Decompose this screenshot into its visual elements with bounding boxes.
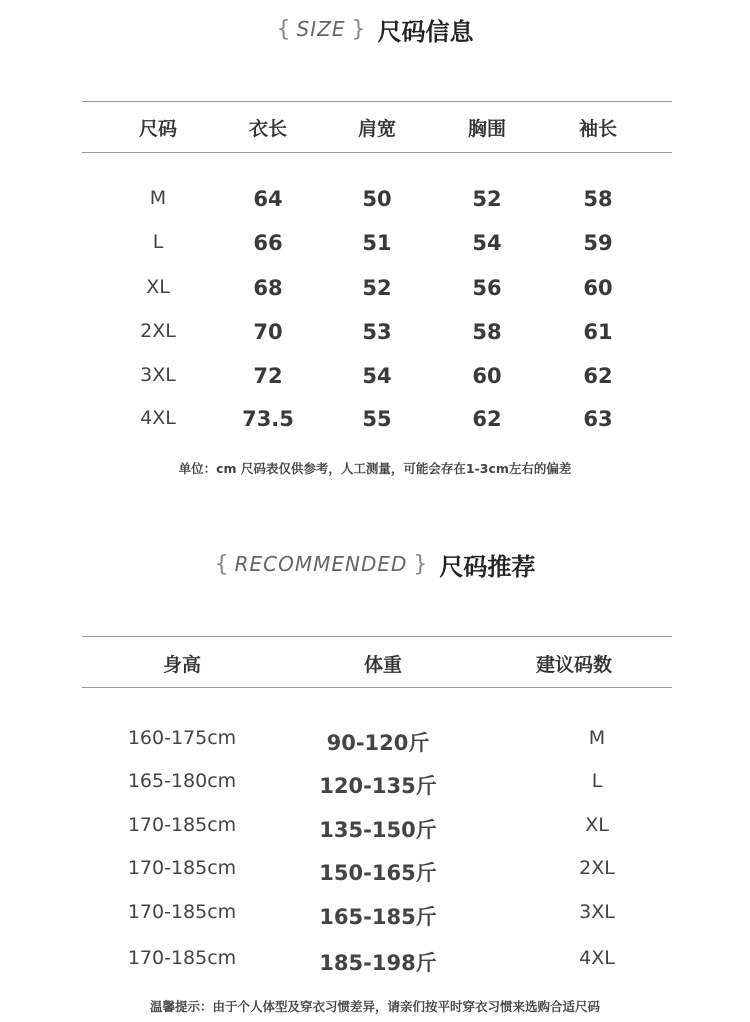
measurement-cell: 61 <box>583 320 613 344</box>
measurement-cell: 59 <box>583 231 613 255</box>
measurement-cell: 70 <box>253 320 283 344</box>
size-col-header: 尺码 <box>138 118 177 140</box>
recommend-col-header: 身高 <box>162 654 201 676</box>
measurement-cell: 68 <box>253 276 283 300</box>
recommend-col-header: 建议码数 <box>535 654 612 676</box>
height-cell: 170-185cm <box>127 901 237 923</box>
measurement-cell: 51 <box>362 231 392 255</box>
weight-cell: 165-185斤 <box>319 905 437 929</box>
height-cell: 170-185cm <box>127 947 237 969</box>
measurement-cell: 72 <box>253 364 283 388</box>
height-cell: 170-185cm <box>127 814 237 836</box>
right-brace: } <box>351 16 366 42</box>
weight-cell: 185-198斤 <box>319 951 437 975</box>
recommend-title-en: RECOMMENDED <box>234 552 408 576</box>
suggested-size-cell: 4XL <box>579 947 615 969</box>
measurement-cell: 62 <box>583 364 613 388</box>
measurement-cell: 73.5 <box>242 407 294 431</box>
measurement-cell: 60 <box>583 276 613 300</box>
size-header-top-rule <box>82 101 672 102</box>
weight-cell: 90-120斤 <box>326 731 430 755</box>
measurement-cell: 58 <box>472 320 502 344</box>
measurement-cell: 64 <box>253 187 283 211</box>
measurement-cell: 58 <box>583 187 613 211</box>
measurement-cell: 54 <box>472 231 502 255</box>
size-label-cell: 2XL <box>140 320 176 342</box>
left-brace: { <box>214 551 229 577</box>
recommend-col-header: 体重 <box>363 654 402 676</box>
suggested-size-cell: L <box>591 770 603 792</box>
size-header-bottom-rule <box>82 152 672 153</box>
recommend-title-zh: 尺码推荐 <box>439 552 536 581</box>
measurement-cell: 55 <box>362 407 392 431</box>
measurement-cell: 63 <box>583 407 613 431</box>
height-cell: 160-175cm <box>127 727 237 749</box>
size-label-cell: 4XL <box>140 407 176 429</box>
recommend-header-top-rule <box>82 636 672 637</box>
recommend-section-heading <box>0 547 750 581</box>
measurement-cell: 62 <box>472 407 502 431</box>
size-col-header: 肩宽 <box>357 118 396 140</box>
height-cell: 165-180cm <box>127 770 237 792</box>
size-note: 单位：cm 尺码表仅供参考，人工测量，可能会存在1-3cm左右的偏差 <box>178 461 572 476</box>
size-label-cell: 3XL <box>140 364 176 386</box>
size-col-header: 袖长 <box>578 118 617 140</box>
measurement-cell: 50 <box>362 187 392 211</box>
size-col-header: 胸围 <box>467 118 506 140</box>
measurement-cell: 66 <box>253 231 283 255</box>
measurement-cell: 60 <box>472 364 502 388</box>
size-section-heading <box>0 12 750 46</box>
weight-cell: 150-165斤 <box>319 861 437 885</box>
weight-cell: 135-150斤 <box>319 818 437 842</box>
suggested-size-cell: 2XL <box>579 857 615 879</box>
suggested-size-cell: M <box>588 727 606 749</box>
measurement-cell: 56 <box>472 276 502 300</box>
weight-cell: 120-135斤 <box>319 774 437 798</box>
measurement-cell: 52 <box>472 187 502 211</box>
recommend-header-bottom-rule <box>82 687 672 688</box>
left-brace: { <box>276 16 291 42</box>
size-label-cell: XL <box>146 276 170 298</box>
recommend-note: 温馨提示：由于个人体型及穿衣习惯差异，请亲们按平时穿衣习惯来选购合适尺码 <box>149 999 600 1014</box>
size-col-header: 衣长 <box>248 118 287 140</box>
measurement-cell: 52 <box>362 276 392 300</box>
measurement-cell: 53 <box>362 320 392 344</box>
size-label-cell: M <box>149 187 167 209</box>
height-cell: 170-185cm <box>127 857 237 879</box>
size-title-en: SIZE <box>296 17 346 41</box>
suggested-size-cell: XL <box>585 814 609 836</box>
size-title-zh: 尺码信息 <box>377 17 474 46</box>
right-brace: } <box>413 551 428 577</box>
suggested-size-cell: 3XL <box>579 901 615 923</box>
size-label-cell: L <box>152 231 164 253</box>
measurement-cell: 54 <box>362 364 392 388</box>
